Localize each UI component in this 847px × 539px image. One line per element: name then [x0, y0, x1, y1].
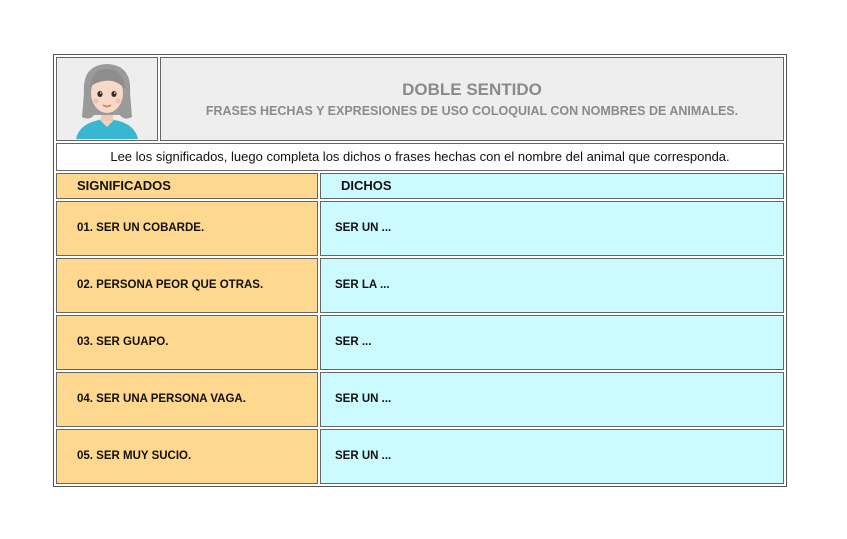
title-cell	[160, 57, 784, 141]
avatar-cell	[56, 57, 158, 141]
worksheet	[53, 54, 787, 487]
column-header-significados: SIGNIFICADOS	[56, 173, 318, 199]
table-row	[56, 201, 784, 256]
column-header-dichos: DICHOS	[320, 173, 784, 199]
table-row	[56, 372, 784, 427]
dicho-cell[interactable]: SER ...	[320, 315, 784, 370]
table-row	[56, 429, 784, 484]
table-row	[56, 258, 784, 313]
significado-cell: 05. SER MUY SUCIO.	[56, 429, 318, 484]
header-row	[56, 57, 784, 141]
dicho-cell[interactable]: SER UN ...	[320, 372, 784, 427]
page-subtitle: FRASES HECHAS Y EXPRESIONES DE USO COLOQUIAL CON NOMBRES DE ANIMALES.	[205, 104, 739, 118]
significado-cell: 02. PERSONA PEOR QUE OTRAS.	[56, 258, 318, 313]
significado-cell: 03. SER GUAPO.	[56, 315, 318, 370]
avatar	[70, 59, 144, 139]
dicho-cell[interactable]: SER LA ...	[320, 258, 784, 313]
table-row	[56, 315, 784, 370]
significado-cell: 01. SER UN COBARDE.	[56, 201, 318, 256]
page-title: DOBLE SENTIDO	[402, 80, 542, 99]
significado-cell: 04. SER UNA PERSONA VAGA.	[56, 372, 318, 427]
dicho-cell[interactable]: SER UN ...	[320, 429, 784, 484]
dicho-cell[interactable]: SER UN ...	[320, 201, 784, 256]
instruction-text: Lee los significados, luego completa los dichos o frases hechas con el nombre del animal que corresponda.	[56, 143, 784, 171]
